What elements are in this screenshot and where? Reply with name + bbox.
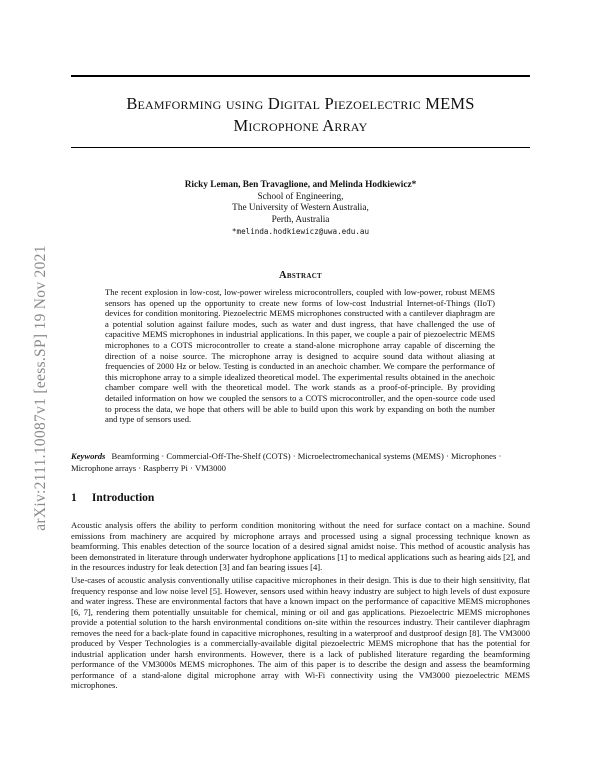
keywords-label: Keywords	[71, 451, 106, 461]
keywords-text: Beamforming · Commercial-Off-The-Shelf (COTS) · Microelectromechanical systems (MEMS) · Microphones · Microphone arrays · Raspberry Pi · VM3000	[71, 451, 502, 473]
title-line-2: Microphone Array	[233, 116, 368, 135]
keywords	[71, 451, 530, 474]
arxiv-id: arXiv:2111.10087v1 [eess.SP] 19 Nov 2021	[32, 245, 49, 531]
title-rule-top	[71, 75, 530, 77]
section-heading-introduction	[71, 492, 154, 504]
affiliation-line: Perth, Australia	[271, 214, 330, 225]
author-names: Ricky Leman, Ben Travaglione, and Melinda Hodkiewicz*	[184, 180, 417, 190]
author-email: *melinda.hodkiewicz@uwa.edu.au	[231, 227, 370, 237]
paragraph: Use-cases of acoustic analysis conventionally utilise capacitive microphones in their design. This is due to their high sensitivity, flat frequency response and low noise level [5]. However, sensors used within heavy industry are subject to high levels of dust exposure and water ingress. These are environmental factors that have a known impact on the performance of capacitive MEMS microphones [6, 7], rendering them potentially unsuitable for chemical, mining or oil and gas applications. Piezoelectric MEMS microphones provide a potential solution to the harsh environmental conditions on-site within the resources industry. Their cantilever diaphragm removes the need for a back-plate found in capacitive microphones, resulting in a waterproof and dustproof design [8]. The VM3000 produced by Vesper Technologies is a commercially-available digital piezoelectric MEMS microphone that has the potential for industrial application under harsh environments. However, there is a lack of published literature regarding the beamforming performance of the VM3000s MEMS microphones. The aim of this paper is to describe the design and assess the beamforming performance of a stand-alone digital microphone array with Wi-Fi connectivity using the VM3000 piezoelectric MEMS microphones.	[71, 575, 530, 691]
abstract-text: The recent explosion in low-cost, low-power wireless microcontrollers, coupled with low-power, robust MEMS sensors has opened up the opportunity to create new forms of low-cost Industrial Internet-of-Things (IIoT) devices for condition monitoring. Piezoelectric MEMS microphones constructed with a cantilever diaphragm are a potential solution against failure modes, such as water and dust ingress, that have challenged the use of capacitive MEMS microphones in industrial applications. In this paper, we couple a pair of piezoelectric MEMS microphones to a COTS microcontroller to create a stand-alone microphone array capable of discerning the direction of a noise source. The microphone array is designed to acquire sound data without aliasing at frequencies of 2000 Hz or below. Testing is conducted in an anechoic chamber. We compare the performance of this microphone array to a simple idealized theoretical model. The experimental results obtained in the anechoic chamber compare well with the theoretical model. The work stands as a proof-of-principle. By providing detailed information on how we coupled the sensors to a COTS microcontroller, and the open-source code used to process the data, we hope that others will be able to build upon this work by expanding on both the number and type of sensors used.	[105, 287, 495, 425]
affiliation-line: The University of Western Australia,	[232, 203, 369, 214]
title-rule-bottom	[71, 147, 530, 148]
paper-title	[71, 93, 530, 137]
affiliation-line: School of Engineering,	[257, 191, 344, 202]
paragraph: Acoustic analysis offers the ability to perform condition monitoring without the need for surface contact on a machine. Sound emissions from machinery are acquired by microphone arrays and processed using a signal processing technique known as beamforming. This enables detection of the source location of a desired signal amidst noise. This method of acoustic analysis has been demonstrated in literature through underwater hydrophone applications [1] to medical applications such as hearing aids [2], and in the resources industry for leak detection [3] and fan bearing issues [4].	[71, 520, 530, 573]
section-title: Introduction	[91, 492, 155, 504]
section-number: 1	[71, 492, 77, 504]
title-line-1: Beamforming using Digital Piezoelectric MEMS	[126, 94, 475, 113]
abstract-heading: Abstract	[278, 270, 323, 281]
author-block	[71, 180, 530, 238]
